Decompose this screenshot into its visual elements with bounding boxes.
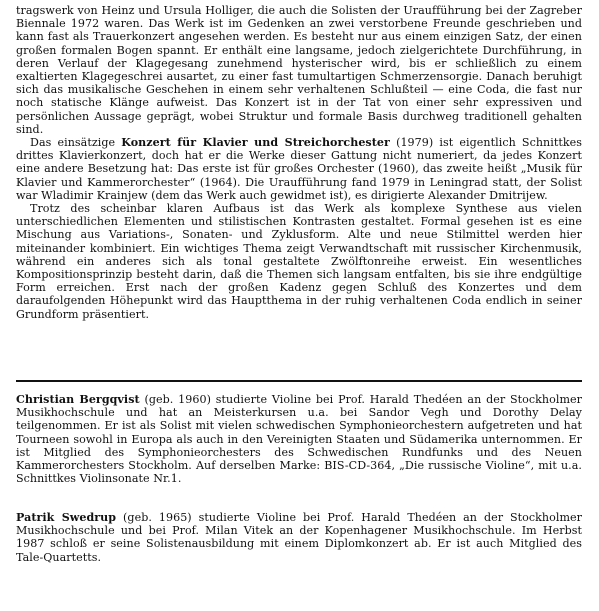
bio-text: (geb. 1960) studierte Violine bei Prof. Harald Thedéen an der Stockholmer Musikhochschule und hat an Meisterkursen u.a. bei Sandor Vegh und Dorothy Delay teilgenommen. Er ist als Solist mit vielen schwedischen Symphonieorchestern aufgetreten und hat Tourneen sowohl in Europa als auch in den Vereinigten Staaten und Südamerika unternommen. Er ist Mitglied des Symphonieorchesters des Schwedischen Rundfunks und des Neuen Kammerorchesters Stockholm. Auf derselben Marke: BIS-CD-364, „Die russische Violine“, mit u.a. Schnittkes Violinsonate Nr.1.: [16, 393, 582, 486]
essay-paragraph-2-lead: Das einsätzige: [30, 136, 122, 150]
essay-paragraph-1: tragswerk von Heinz und Ursula Holliger, die auch die Solisten der Uraufführung bei der Zagreber Biennale 1972 waren. Das Werk ist im Gedenken an zwei verstorbene Freunde geschrieben und kann fast als Trauerkonzert angesehen werden. Es besteht nur aus einem einzigen Satz, der einen großen formalen Bogen spannt. Er enthält eine langsame, jedoch zielgerichtete Durchführung, in deren Verlauf der Klagegesang zunehmend hysterischer wird, bis er schließlich zu einem exaltierten Klagegeschrei ausartet, zu einer fast tumultartigen Schmerzensorgie. Danach beruhigt sich das musikalische Geschehen in einem sehr verhaltenen Schlußteil — eine Coda, die fast nur noch statische Klänge aufweist. Das Konzert ist in der Tat von einer sehr expressiven und persönlichen Aussage geprägt, wobei Struktur und formale Basis durchweg traditionell gehalten sind.: [16, 4, 582, 136]
bio-name: Christian Bergqvist: [16, 393, 140, 406]
bio-paragraph: [16, 511, 582, 564]
essay-paragraph-2-rest: (1979) ist eigentlich Schnittkes drittes Klavierkonzert, doch hat er die Werke dieser Gattung nicht numeriert, da jedes Konzert eine andere Besetzung hat: Das erste ist für großes Orchester (1960), das zweite heißt „Musik für Klavier und Kammerorchester“ (1964). Die Uraufführung fand 1979 in Leningrad statt, der Solist war Wladimir Krainjew (dem das Werk auch gewidmet ist), es dirigierte Alexander Dmitrijew.: [16, 136, 582, 202]
essay-paragraph-2: [16, 136, 582, 202]
bio-swedrup: [16, 511, 582, 564]
work-title: Konzert für Klavier und Streichorchester: [121, 136, 390, 150]
essay-section: [16, 4, 582, 321]
essay-paragraph-3: Trotz des scheinbar klaren Aufbaus ist das Werk als komplexe Synthese aus vielen unterschiedlichen Elementen und stilistischen Kontrasten gestaltet. Formal gesehen ist es eine Mischung aus Variations-, Sonaten- und Zyklusform. Alte und neue Stilmittel werden hier miteinander kombiniert. Ein wichtiges Thema zeigt Verwandtschaft mit russischer Kirchenmusik, während ein anderes sich als tonal gestaltete Zwölftonreihe erweist. Ein wesentliches Kompositionsprinzip besteht darin, daß die Themen sich langsam entfalten, bis sie ihre endgültige Form erreichen. Erst nach der großen Kadenz gegen Schluß des Konzertes und dem daraufolgenden Höhepunkt wird das Hauptthema in der ruhig verhaltenen Coda endlich in seiner Grundform präsentiert.: [16, 202, 582, 321]
bio-name: Patrik Swedrup: [16, 511, 117, 524]
bio-bergqvist: [16, 393, 582, 485]
bio-text: (geb. 1965) studierte Violine bei Prof. Harald Thedéen an der Stockholmer Musikhochschule und bei Prof. Milan Vitek an der Kopenhagener Musikhochschule. Im Herbst 1987 schloß er seine Solistenausbildung mit einem Diplomkonzert ab. Er ist auch Mitglied des Tale-Quartetts.: [16, 511, 582, 564]
section-divider: [16, 380, 582, 382]
bio-paragraph: [16, 393, 582, 485]
